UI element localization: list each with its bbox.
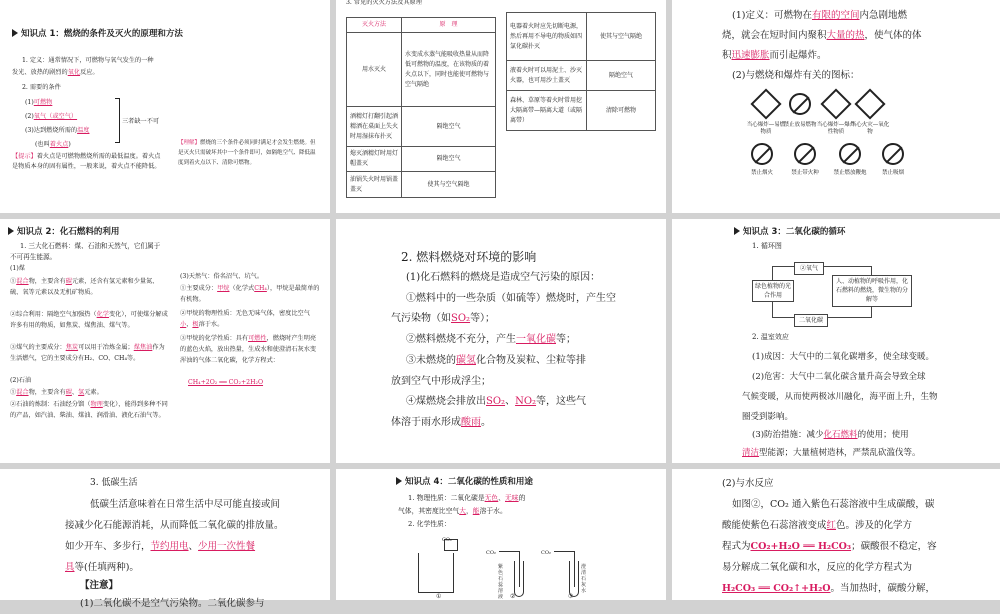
icon-caption: 当心爆炸—易燃物质 (746, 122, 786, 135)
no-fire-icon (751, 143, 773, 165)
explosion-warning-icon (750, 88, 781, 119)
text-line: (1)化石燃料的燃烧是造成空气污染的原因： (406, 272, 601, 283)
text-block: ①混合物，主要含有碳、氢元素。 (10, 389, 103, 396)
text-line: 低碳生活意味着在日常生活中尽可能直接或间 (90, 499, 281, 510)
cell: 使其与空气隔绝 (402, 172, 496, 198)
triangle-icon (8, 227, 14, 235)
text-line: (2)与燃烧和爆炸有关的图标： (732, 70, 860, 81)
text-line: (1)二氧化碳不是空气污染物。二氧化碳参与 (80, 598, 265, 609)
icon-caption: 禁止烟火 (750, 170, 773, 176)
col-header: 原 理 (402, 18, 496, 33)
slide-extinguish-methods[interactable] (336, 0, 666, 213)
arrow-line (772, 302, 794, 318)
text-block: ③煤气的主要成分：焦炭可以用于冶炼金属；煤焦油作为生活燃气，它的主要成分有H₂、CO、CH₄等。 (10, 344, 165, 362)
cell: 熄灭酒精灯时用灯帽盖灭 (347, 147, 402, 172)
slide-co2-properties[interactable] (336, 469, 666, 600)
text-line: 积迅速膨胀而引起爆炸。 (722, 50, 827, 61)
text-block: ③甲烷的化学性质：具有可燃性，燃烧时产生明亮的蓝色火焰，放出热量，生成水和使澄清石灰水变浑浊的气体二氧化碳，化学方程式： (180, 335, 317, 364)
text-line: 放到空气中形成浮尘； (391, 376, 491, 387)
text-line: 1. 循环图 (752, 242, 782, 250)
text-line: (也叫着火点) (35, 141, 71, 148)
co2-label: CO₂ (486, 550, 496, 556)
text-line: 如少开车、多步行，节约用电、少用一次性餐 (65, 541, 256, 552)
text-line: 发光、放热的剧烈的氧化反应。 (12, 69, 99, 76)
text-line: 圈受到影响。 (742, 412, 794, 422)
text-line: 气污染物（如SO₂等）； (391, 313, 496, 324)
icon-caption: 禁止带火种 (791, 170, 819, 176)
text-block: ②甲烷的物理性质：无色无味气体，密度比空气小，极溶于水。 (180, 310, 310, 328)
section-header (8, 225, 119, 237)
source-node: 人、动植物的呼吸作用，化石燃料的燃烧，微生物的分解等 (832, 275, 912, 307)
slide-carbon-cycle[interactable] (672, 219, 1000, 463)
header-text: 知识点 1：燃烧的条件及灭火的原理和方法 (21, 29, 183, 39)
slide-low-carbon[interactable] (0, 469, 330, 609)
no-firecracker-icon (839, 143, 861, 165)
text-line: 体溶于雨水形成酸雨。 (391, 417, 491, 428)
cell: 隔绝空气 (587, 61, 656, 91)
text-line: 2. 化学性质： (408, 520, 451, 528)
methods-table (346, 17, 496, 198)
figure-number: ① (436, 593, 442, 600)
arrow-line (828, 307, 872, 318)
text-block: ①主要成分：甲烷（化学式CH₄），甲烷是最简单的有机物。 (180, 285, 320, 303)
text-line: (2)与水反应 (722, 478, 774, 489)
equation: CH₄+2O₂ ══ CO₂+2H₂O (188, 379, 264, 386)
plant-node: 绿色植物的光合作用 (752, 280, 794, 302)
text-line: ②燃料燃烧不充分，产生一氧化碳等； (406, 334, 576, 345)
text-line: (2)危害：大气中二氧化碳含量升高会导致全球 (752, 372, 926, 382)
slide-environment[interactable] (336, 219, 666, 463)
cell: 森林、草原等着火时常用挖大隔离带—隔离大道（或隔离带） (507, 91, 587, 131)
text-line: (3)防治措施：减少化石燃料的使用；使用 (752, 430, 909, 440)
tube-label: 紫色石蕊溶液 (498, 564, 504, 600)
text-line: (1)煤 (10, 265, 25, 272)
text-block: ②石油的炼制：石油经分馏（物理变化），能得到多种不同的产品，如汽油、柴油、煤油、润滑油、液化石油气等。 (10, 401, 168, 419)
text-line: 1. 三大化石燃料：煤、石油和天然气，它们属于 (20, 242, 161, 250)
text-block: ②综合利用：隔绝空气加强热（化学变化），可使煤分解成许多有用的物质，如焦炭、煤焦油、煤气等。 (10, 311, 168, 329)
text-line: 接减少化石能源消耗，从而降低二氧化碳的排放量。 (65, 520, 284, 531)
slide-fire-conditions[interactable] (0, 0, 330, 213)
cell: 隔绝空气 (402, 107, 496, 147)
icon-caption: 禁止吸烟 (881, 170, 904, 176)
beaker (418, 553, 454, 593)
text-line: 烧，就会在短时间内聚积大量的热，使气体的体 (722, 30, 922, 41)
slide-title: 3. 常见的灭火方法及其原理 (346, 0, 422, 6)
text-line: ④煤燃烧会排放出SO₂、NO₂等，这些气 (406, 396, 587, 407)
icon-caption: 当心火灾—氧化物 (850, 122, 890, 135)
co2-node: 二氧化碳 (794, 314, 828, 327)
text-line: (1)成因：大气中的二氧化碳增多，使全球变暖。 (752, 352, 935, 362)
text-line: 2. 需要的条件 (22, 84, 61, 91)
header-text: 知识点 2：化石燃料的利用 (17, 227, 120, 237)
triangle-icon (12, 29, 18, 37)
note-text: 【理解】燃烧的三个条件必须同时满足才会发生燃烧。但是灭火只需破坏其中一个条件即可，如隔绝空气、降低温度到着火点以下、清除可燃物。 (178, 140, 316, 166)
gas-tube (499, 551, 519, 552)
text-line: (2)石油 (10, 377, 32, 384)
text-line: 酸能使紫色石蕊溶液变成红色。涉及的化学方 (722, 520, 913, 531)
text-line: 【注意】 (80, 580, 119, 591)
text-line: ①燃料中的一些杂质（如硫等）燃烧时，产生空 (406, 293, 616, 304)
text-line: (3)天然气：俗名沼气、坑气。 (180, 273, 264, 280)
text-line: 如图②，CO₂ 通入紫色石蕊溶液中生成碳酸，碳 (732, 499, 935, 510)
text-line: 易分解成二氧化碳和水，反应的化学方程式为 (722, 562, 913, 573)
cell: 水变成水蒸气能吸收热量从而降低可燃物的温度，在该物质的着火点以下，同时也能使可燃物与空气隔绝 (402, 33, 496, 107)
section-header (734, 225, 845, 237)
slide-fossil-fuels[interactable] (0, 219, 330, 463)
text-line: 不可再生能源。 (10, 253, 57, 261)
test-tube (514, 561, 524, 597)
header-text: 知识点 3：二氧化碳的循环 (743, 227, 846, 237)
text-line: (1)可燃物 (25, 99, 53, 106)
cell: 隔绝空气 (402, 147, 496, 172)
methods-table-2 (506, 12, 656, 131)
icon-caption: 禁止燃放鞭炮 (833, 170, 867, 176)
slide-title: 2. 燃料燃烧对环境的影响 (401, 250, 537, 264)
cell: 用水灭火 (347, 33, 402, 107)
no-lighter-icon (794, 143, 816, 165)
figure-number: ② (510, 593, 516, 600)
no-flammable-icon (789, 93, 811, 115)
arrow-line (824, 266, 872, 275)
text-line: 气体，其密度比空气大，能溶于水。 (398, 507, 507, 515)
tube-label: 澄清石灰水 (581, 564, 587, 594)
text-line: (1)定义：可燃物在有限的空间内急剧地燃 (732, 10, 907, 21)
brace (115, 98, 120, 143)
oxygen-node: ②氧气 (794, 262, 824, 275)
text-line: 2. 温室效应 (752, 333, 789, 341)
tip-text: 【提示】着火点是可燃物燃烧所需的最低温度。着火点是物质本身的固有属性，一般来说，着火点不能降低。 (12, 153, 161, 170)
cell: 使其与空气隔绝 (587, 13, 656, 61)
header-text: 知识点 4：二氧化碳的性质和用途 (405, 477, 533, 487)
cell: 清除可燃物 (587, 91, 656, 131)
figure-number: ③ (568, 593, 574, 600)
brace-note: 三者缺一不可 (122, 118, 160, 125)
triangle-icon (396, 477, 402, 485)
text-block: ①混合物，主要含有碳元素，还含有氢元素和少量氮、硫、氧等元素以及无机矿物质。 (10, 278, 159, 296)
cell: 电器着火时应先切断电源，然后再用不导电的物质如四氯化碳扑灭 (507, 13, 587, 61)
text-line: 3. 低碳生活 (90, 478, 138, 488)
cell: 液着火时可以用泥土、沙灭火器，也可用沙土盖灭 (507, 61, 587, 91)
gas-tube (554, 551, 574, 552)
text-line: H₂CO₃ ══ CO₂↑+H₂O。当加热时，碳酸分解， (722, 583, 936, 594)
text-line: (3)达到燃烧所需的温度 (25, 127, 90, 134)
oxidizer-warning-icon (854, 88, 885, 119)
co2-label: CO₂ (541, 550, 551, 556)
section-header (12, 27, 183, 39)
triangle-icon (734, 227, 740, 235)
text-line: 气候变暖，从而使两极冰川融化，海平面上升，生物 (742, 392, 938, 402)
section-header (396, 475, 533, 487)
slide-explosion[interactable] (672, 0, 1000, 213)
slide-co2-water[interactable] (672, 469, 1000, 600)
text-line: ③未燃烧的碳氢化合物及炭粒、尘粒等排 (406, 355, 586, 366)
icon-caption: 禁止放易燃物 (783, 122, 817, 128)
explosive-warning-icon (820, 88, 851, 119)
icon-caption: 当心爆炸—爆炸性物质 (816, 122, 856, 135)
arrow-line (772, 266, 794, 280)
col-header: 灭火方法 (347, 18, 402, 33)
text-line: 程式为CO₂+H₂O ══ H₂CO₃；碳酸很不稳定，容 (722, 541, 937, 552)
no-smoking-icon (882, 143, 904, 165)
cell: 酒精灯打翻引起酒精洒在桌面上失火时用湿抹布扑灭 (347, 107, 402, 147)
text-line: 1. 定义：通常情况下，可燃物与氧气发生的一种 (22, 57, 154, 64)
text-line: 1. 物理性质：二氧化碳是无色、无味的 (408, 494, 526, 502)
co2-label: CO₂ (442, 537, 452, 543)
cell: 油锅失火时用锅盖盖灭 (347, 172, 402, 198)
text-line: 清洁型能源；大量植树造林，严禁乱砍滥伐等。 (742, 448, 921, 458)
text-line: 具等(任填两种)。 (65, 562, 139, 573)
text-line: (2)氧气（或空气） (25, 113, 78, 120)
